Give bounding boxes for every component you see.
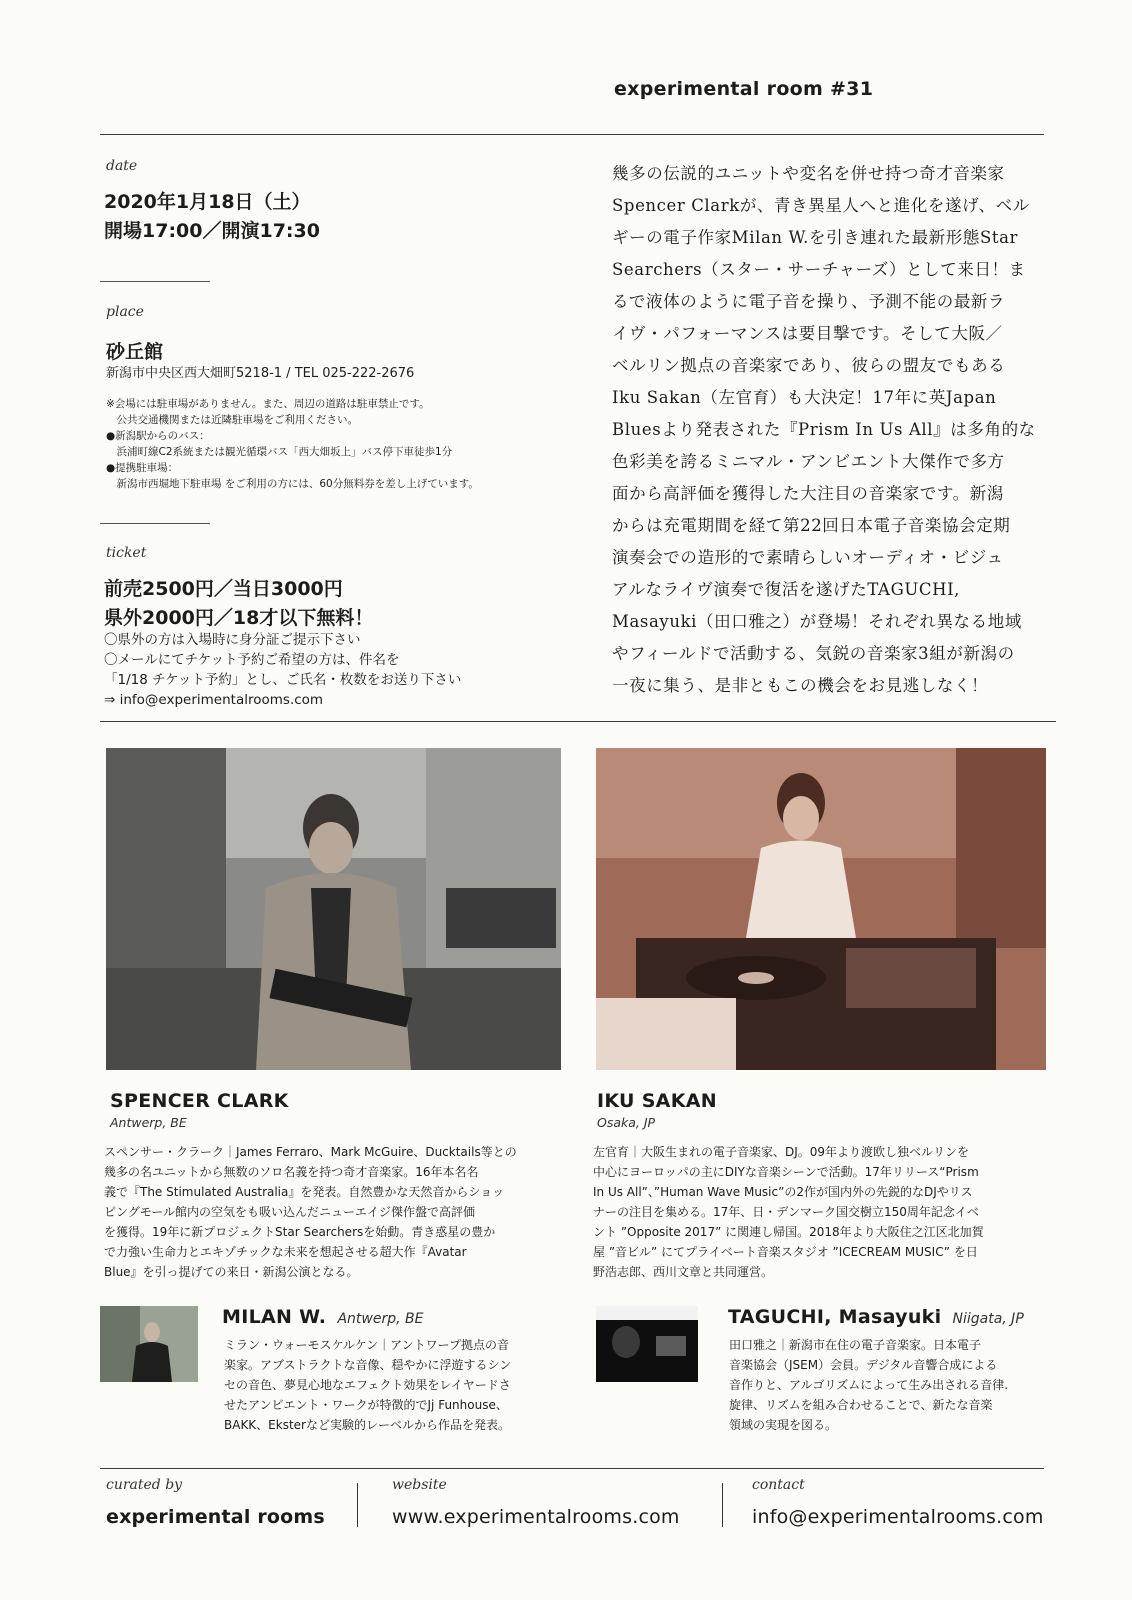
taguchi-masayuki-location: Niigata, JP: [952, 1311, 1024, 1327]
header-divider: [100, 134, 1044, 135]
bio-line: ピングモール館内の空気をも吸い込んだニューエイジ傑作盤で高評価: [104, 1205, 476, 1219]
spencer-clark-photo: [106, 748, 561, 1070]
bio-line: 音楽協会（JSEM）会員。デジタル音響合成による: [729, 1358, 998, 1372]
bio-line: せたアンビエント・ワークが特徴的でJj Funhouse、: [224, 1398, 508, 1412]
iku-sakan-bio: [593, 1142, 1053, 1282]
intro-text: [612, 158, 1052, 702]
iku-sakan-photo: [596, 748, 1046, 1070]
place-divider: [100, 523, 210, 524]
taguchi-masayuki-bio: [729, 1335, 1059, 1435]
ticket-price-line: 県外2000円／18才以下無料！: [104, 607, 374, 629]
website-link[interactable]: www.experimentalrooms.com: [392, 1506, 680, 1528]
intro-line: Masayuki（田口雅之）が登場！それぞれ異なる地域: [612, 612, 1022, 631]
bio-line: ナーの注目を集める。17年、日・デンマーク国交樹立150周年記念イベ: [593, 1205, 979, 1219]
event-title: experimental room #31: [614, 78, 874, 100]
iku-sakan-location: Osaka, JP: [597, 1115, 656, 1130]
bio-line: 左官育｜大阪生まれの電子音楽家、DJ。09年より渡欧し独ベルリンを: [593, 1145, 970, 1159]
intro-line: からは充電期間を経て第22回日本電子音楽協会定期: [612, 516, 1011, 535]
venue-note: 公共交通機関または近隣駐車場をご利用ください。: [106, 414, 358, 426]
event-time-line: 開場17:00／開演17:30: [104, 220, 320, 242]
venue-address: 新潟市中央区西大畑町5218-1 / TEL 025-222-2676: [106, 366, 415, 381]
date-divider: [100, 281, 210, 282]
intro-line: Searchers（スター・サーチャーズ）として来日！ま: [612, 260, 1026, 279]
event-date: [104, 188, 320, 246]
bio-line: セの音色、夢見心地なエフェクト効果をレイヤードさ: [224, 1378, 511, 1392]
bio-line: ミラン・ウォーモスケルケン｜アントワープ拠点の音: [224, 1338, 510, 1352]
contact-label: contact: [752, 1477, 805, 1493]
taguchi-masayuki-name: TAGUCHI, Masayuki: [728, 1306, 942, 1328]
info-divider: [100, 721, 1056, 722]
footer-divider: [100, 1468, 1044, 1469]
bio-line: で力強い生命力とエキゾチックな未来を想起させる超大作『Avatar: [104, 1245, 467, 1259]
spencer-clark-name: SPENCER CLARK: [110, 1090, 289, 1112]
intro-line: アルなライヴ演奏で復活を遂げたTAGUCHI,: [612, 580, 961, 599]
iku-sakan-name: IKU SAKAN: [597, 1090, 717, 1112]
intro-line: Spencer Clarkが、青き異星人へと進化を遂げ、ベル: [612, 196, 1030, 215]
milan-w-bio: [224, 1335, 564, 1435]
intro-line: Bluesより発表された『Prism In Us All』は多角的な: [612, 420, 1036, 439]
intro-line: 面から高評価を獲得した大注目の音楽家です。新潟: [612, 484, 1004, 503]
bio-line: を獲得。19年に新プロジェクトStar Searchersを始動。青き惑星の豊か: [104, 1225, 496, 1239]
spencer-clark-bio: [104, 1142, 564, 1282]
venue-note: ●新潟駅からのバス：: [106, 430, 210, 442]
contact-email-link[interactable]: info@experimentalrooms.com: [752, 1506, 1044, 1528]
milan-w-heading: [222, 1306, 423, 1328]
intro-line: 演奏会での造形的で素晴らしいオーディオ・ビジュ: [612, 548, 1004, 567]
curated-by-value: experimental rooms: [106, 1506, 325, 1528]
milan-w-name: MILAN W.: [222, 1306, 327, 1328]
venue-note: ※会場には駐車場がありません。また、周辺の道路は駐車禁止です。: [106, 398, 430, 410]
date-label: date: [106, 158, 138, 174]
ticket-note: 「1/18 チケット予約」とし、ご氏名・枚数をお送り下さい: [104, 672, 462, 688]
intro-line: 幾多の伝説的ユニットや変名を併せ持つ奇才音楽家: [612, 164, 1005, 183]
curated-by-label: curated by: [106, 1477, 183, 1493]
bio-line: In Us All”、”Human Wave Music”の2作が国内外の先鋭的なDJやリス: [593, 1185, 973, 1199]
intro-line: 一夜に集う、是非ともこの機会をお見逃しなく！: [612, 676, 989, 695]
intro-line: ベルリン拠点の音楽家であり、彼らの盟友でもある: [612, 356, 1006, 375]
bio-line: 音作りと、アルゴリズムによって生み出される音律.: [729, 1378, 1009, 1392]
bio-line: 領域の実現を図る。: [729, 1418, 838, 1432]
footer-separator: [357, 1483, 358, 1527]
place-label: place: [106, 304, 144, 320]
ticket-prices: [104, 575, 373, 633]
bio-line: 中心にヨーロッパの主にDIYな音楽シーンで活動。17年リリース“Prism: [593, 1165, 979, 1179]
intro-line: イヴ・パフォーマンスは要目撃です。そして大阪／: [612, 324, 1003, 343]
event-date-line: 2020年1月18日（土）: [104, 191, 311, 213]
intro-line: Iku Sakan（左官育）も大決定！17年に英Japan: [612, 388, 997, 407]
bio-line: 楽家。アブストラクトな音像、穏やかに浮遊するシン: [224, 1358, 512, 1372]
bio-line: スペンサー・クラーク｜James Ferraro、Mark McGuire、Ducktails等との: [104, 1145, 517, 1159]
bio-line: 旋律、リズムを組み合わせることで、新たな音楽: [729, 1398, 993, 1412]
venue-name: 砂丘館: [106, 341, 164, 363]
ticket-label: ticket: [106, 545, 147, 561]
venue-note: ●提携駐車場：: [106, 462, 179, 474]
ticket-note: ⇒ info@experimentalrooms.com: [104, 692, 324, 708]
taguchi-masayuki-heading: [728, 1306, 1024, 1328]
bio-line: 野浩志郎、西川文章と共同運営。: [593, 1265, 774, 1279]
footer-separator: [722, 1483, 723, 1527]
bio-line: Blue』を引っ提げての来日・新潟公演となる。: [104, 1265, 359, 1279]
venue-note: 新潟市西堀地下駐車場 をご利用の方には、60分無料券を差し上げています。: [106, 478, 479, 490]
intro-line: ギーの電子作家Milan W.を引き連れた最新形態Star: [612, 228, 1019, 247]
bio-line: 屋 ”音ビル” にてプライベート音楽スタジオ ”ICECREAM MUSIC” を日: [593, 1245, 978, 1259]
spencer-clark-location: Antwerp, BE: [110, 1115, 187, 1130]
website-label: website: [392, 1477, 447, 1493]
milan-w-location: Antwerp, BE: [337, 1311, 424, 1327]
venue-note: 浜浦町線C2系統または観光循環バス「西大畑坂上」バス停下車徒歩1分: [106, 446, 453, 458]
bio-line: 幾多の名ユニットから無数のソロ名義を持つ奇才音楽家。16年本名名: [104, 1165, 479, 1179]
venue-notes: [106, 396, 479, 492]
taguchi-masayuki-photo: [596, 1306, 698, 1382]
milan-w-photo: [100, 1306, 198, 1382]
ticket-notes: [104, 630, 461, 710]
ticket-note: 〇県外の方は入場時に身分証ご提示下さい: [104, 632, 361, 648]
intro-line: やフィールドで活動する、気鋭の音楽家3組が新潟の: [612, 644, 1015, 663]
ticket-note: 〇メールにてチケット予約ご希望の方は、件名を: [104, 652, 400, 668]
intro-line: るで液体のように電子音を操り、予測不能の最新ラ: [612, 292, 1006, 311]
bio-line: BAKK、Eksterなど実験的レーベルから作品を発表。: [224, 1418, 510, 1432]
bio-line: 義で『The Stimulated Australia』を発表。自然豊かな天然音からショッ: [104, 1185, 505, 1199]
bio-line: ント ”Opposite 2017” に関連し帰国。2018年より大阪住之江区北加賀: [593, 1225, 984, 1239]
ticket-price-line: 前売2500円／当日3000円: [104, 578, 343, 600]
bio-line: 田口雅之｜新潟市在住の電子音楽家。日本電子: [729, 1338, 982, 1352]
intro-line: 色彩美を誇るミニマル・アンビエント大傑作で多方: [612, 452, 1005, 471]
